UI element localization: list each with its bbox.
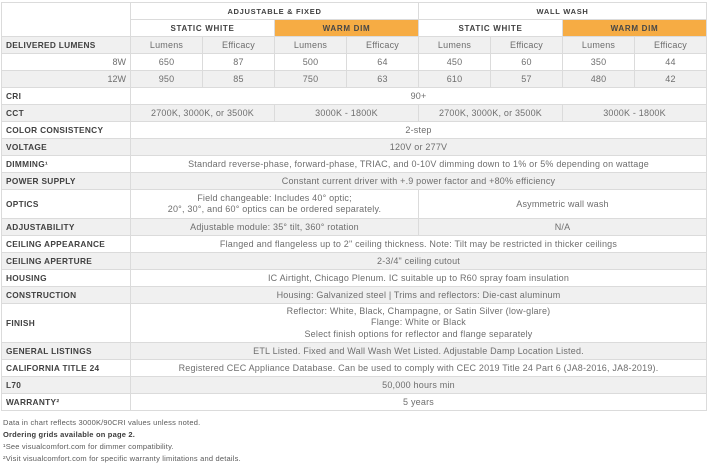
lumen-value: 950: [131, 71, 203, 88]
spec-value: Registered CEC Appliance Database. Can be used to comply with CEC 2019 Title 24 Part 6 (JA8-2016, JA8-2019).: [131, 360, 707, 377]
optics-wall-wash-value: Asymmetric wall wash: [419, 190, 707, 219]
lumen-value: 500: [275, 54, 347, 71]
finish-line-3: Select finish options for reflector and flange separately: [304, 328, 533, 339]
group-adjustable-fixed: ADJUSTABLE & FIXED: [131, 3, 419, 20]
row-ceiling-aperture: [2, 253, 707, 270]
metric-header: Lumens: [275, 37, 347, 54]
row-color-consistency: [2, 122, 707, 139]
row-lumens-12w: [2, 71, 707, 88]
row-label: CEILING APERTURE: [2, 253, 131, 270]
row-ceiling-appearance: [2, 236, 707, 253]
spec-value: 90+: [131, 88, 707, 105]
finish-line-2: Flange: White or Black: [371, 317, 466, 328]
row-power-supply: [2, 173, 707, 190]
row-dimming: [2, 156, 707, 173]
row-general-listings: [2, 343, 707, 360]
row-label: CCT: [2, 105, 131, 122]
row-california-title-24: [2, 360, 707, 377]
footnote-ordering-grids: Ordering grids available on page 2.: [3, 430, 136, 439]
subgroup-warm-dim-wallwash: WARM DIM: [563, 20, 707, 37]
row-label: DIMMING¹: [2, 156, 131, 173]
lumen-value: 610: [419, 71, 491, 88]
wattage-label: 12W: [2, 71, 131, 88]
row-label: WARRANTY²: [2, 394, 131, 411]
metric-header: Efficacy: [635, 37, 707, 54]
finish-line-1: Reflector: White, Black, Champagne, or Satin Silver (low-glare): [286, 305, 551, 316]
row-l70: [2, 377, 707, 394]
row-label: GENERAL LISTINGS: [2, 343, 131, 360]
spec-value: Housing: Galvanized steel | Trims and reflectors: Die-cast aluminum: [131, 287, 707, 304]
row-delivered-lumens-header: [2, 37, 707, 54]
row-finish: [2, 304, 707, 343]
row-adjustability: [2, 219, 707, 236]
efficacy-value: 57: [491, 71, 563, 88]
efficacy-value: 60: [491, 54, 563, 71]
optics-adjustable-fixed-value: [131, 190, 419, 219]
metric-header: Efficacy: [491, 37, 563, 54]
row-label: CONSTRUCTION: [2, 287, 131, 304]
row-cct: [2, 105, 707, 122]
subgroup-static-white-adjustable: STATIC WHITE: [131, 20, 275, 37]
lumen-value: 650: [131, 54, 203, 71]
row-label: CRI: [2, 88, 131, 105]
spec-value: 2-3/4" ceiling cutout: [131, 253, 707, 270]
lumen-value: 480: [563, 71, 635, 88]
row-cri: [2, 88, 707, 105]
row-housing: [2, 270, 707, 287]
subgroup-warm-dim-adjustable: WARM DIM: [275, 20, 419, 37]
row-label: CEILING APPEARANCE: [2, 236, 131, 253]
row-construction: [2, 287, 707, 304]
metric-header: Lumens: [563, 37, 635, 54]
adjustability-wall-wash-value: N/A: [419, 219, 707, 236]
metric-header: Efficacy: [347, 37, 419, 54]
spec-value: Flanged and flangeless up to 2" ceiling thickness. Note: Tilt may be restricted in thicker ceilings: [131, 236, 707, 253]
corner-spacer-cell: [2, 3, 131, 37]
row-label: VOLTAGE: [2, 139, 131, 156]
row-label: POWER SUPPLY: [2, 173, 131, 190]
adjustability-adjustable-fixed-value: Adjustable module: 35° tilt, 360° rotation: [131, 219, 419, 236]
efficacy-value: 44: [635, 54, 707, 71]
row-lumens-8w: [2, 54, 707, 71]
cct-value-static-wallwash: 2700K, 3000K, or 3500K: [419, 105, 563, 122]
row-warranty: [2, 394, 707, 411]
finish-value: [131, 304, 707, 343]
spec-value: 2-step: [131, 122, 707, 139]
spec-value: Constant current driver with +.9 power factor and +80% efficiency: [131, 173, 707, 190]
spec-value: IC Airtight, Chicago Plenum. IC suitable up to R60 spray foam insulation: [131, 270, 707, 287]
cct-value-warmdim-wallwash: 3000K - 1800K: [563, 105, 707, 122]
lumen-value: 450: [419, 54, 491, 71]
group-wall-wash: WALL WASH: [419, 3, 707, 20]
row-group-header: [2, 3, 707, 20]
metric-header: Lumens: [419, 37, 491, 54]
row-label: HOUSING: [2, 270, 131, 287]
row-label: CALIFORNIA TITLE 24: [2, 360, 131, 377]
metric-header: Efficacy: [203, 37, 275, 54]
metric-header: Lumens: [131, 37, 203, 54]
row-label: COLOR CONSISTENCY: [2, 122, 131, 139]
efficacy-value: 42: [635, 71, 707, 88]
cct-value-warmdim-adjustable: 3000K - 1800K: [275, 105, 419, 122]
row-label: FINISH: [2, 304, 131, 343]
lumen-value: 750: [275, 71, 347, 88]
delivered-lumens-label: DELIVERED LUMENS: [2, 37, 131, 54]
subgroup-static-white-wallwash: STATIC WHITE: [419, 20, 563, 37]
row-label: OPTICS: [2, 190, 131, 219]
footnote-dimmer-compatibility: ¹See visualcomfort.com for dimmer compatibility.: [3, 442, 174, 451]
spec-value: 50,000 hours min: [131, 377, 707, 394]
footnote-warranty-details: ²Visit visualcomfort.com for specific warranty limitations and details.: [3, 454, 241, 463]
spec-value: Standard reverse-phase, forward-phase, TRIAC, and 0-10V dimming down to 1% or 5% depending on wattage: [131, 156, 707, 173]
efficacy-value: 85: [203, 71, 275, 88]
spec-value: 120V or 277V: [131, 139, 707, 156]
efficacy-value: 87: [203, 54, 275, 71]
efficacy-value: 63: [347, 71, 419, 88]
row-voltage: [2, 139, 707, 156]
product-spec-table: [1, 2, 707, 411]
footnote-data-basis: Data in chart reflects 3000K/90CRI values unless noted.: [3, 418, 201, 427]
spec-value: 5 years: [131, 394, 707, 411]
efficacy-value: 64: [347, 54, 419, 71]
row-label: L70: [2, 377, 131, 394]
optics-line-2: 20°, 30°, and 60° optics can be ordered separately.: [167, 204, 382, 214]
row-label: ADJUSTABILITY: [2, 219, 131, 236]
cct-value-static-adjustable: 2700K, 3000K, or 3500K: [131, 105, 275, 122]
spec-value: ETL Listed. Fixed and Wall Wash Wet Listed. Adjustable Damp Location Listed.: [131, 343, 707, 360]
lumen-value: 350: [563, 54, 635, 71]
footnotes: [3, 417, 707, 465]
row-optics: [2, 190, 707, 219]
optics-line-1: Field changeable: Includes 40° optic;: [197, 193, 352, 203]
wattage-label: 8W: [2, 54, 131, 71]
